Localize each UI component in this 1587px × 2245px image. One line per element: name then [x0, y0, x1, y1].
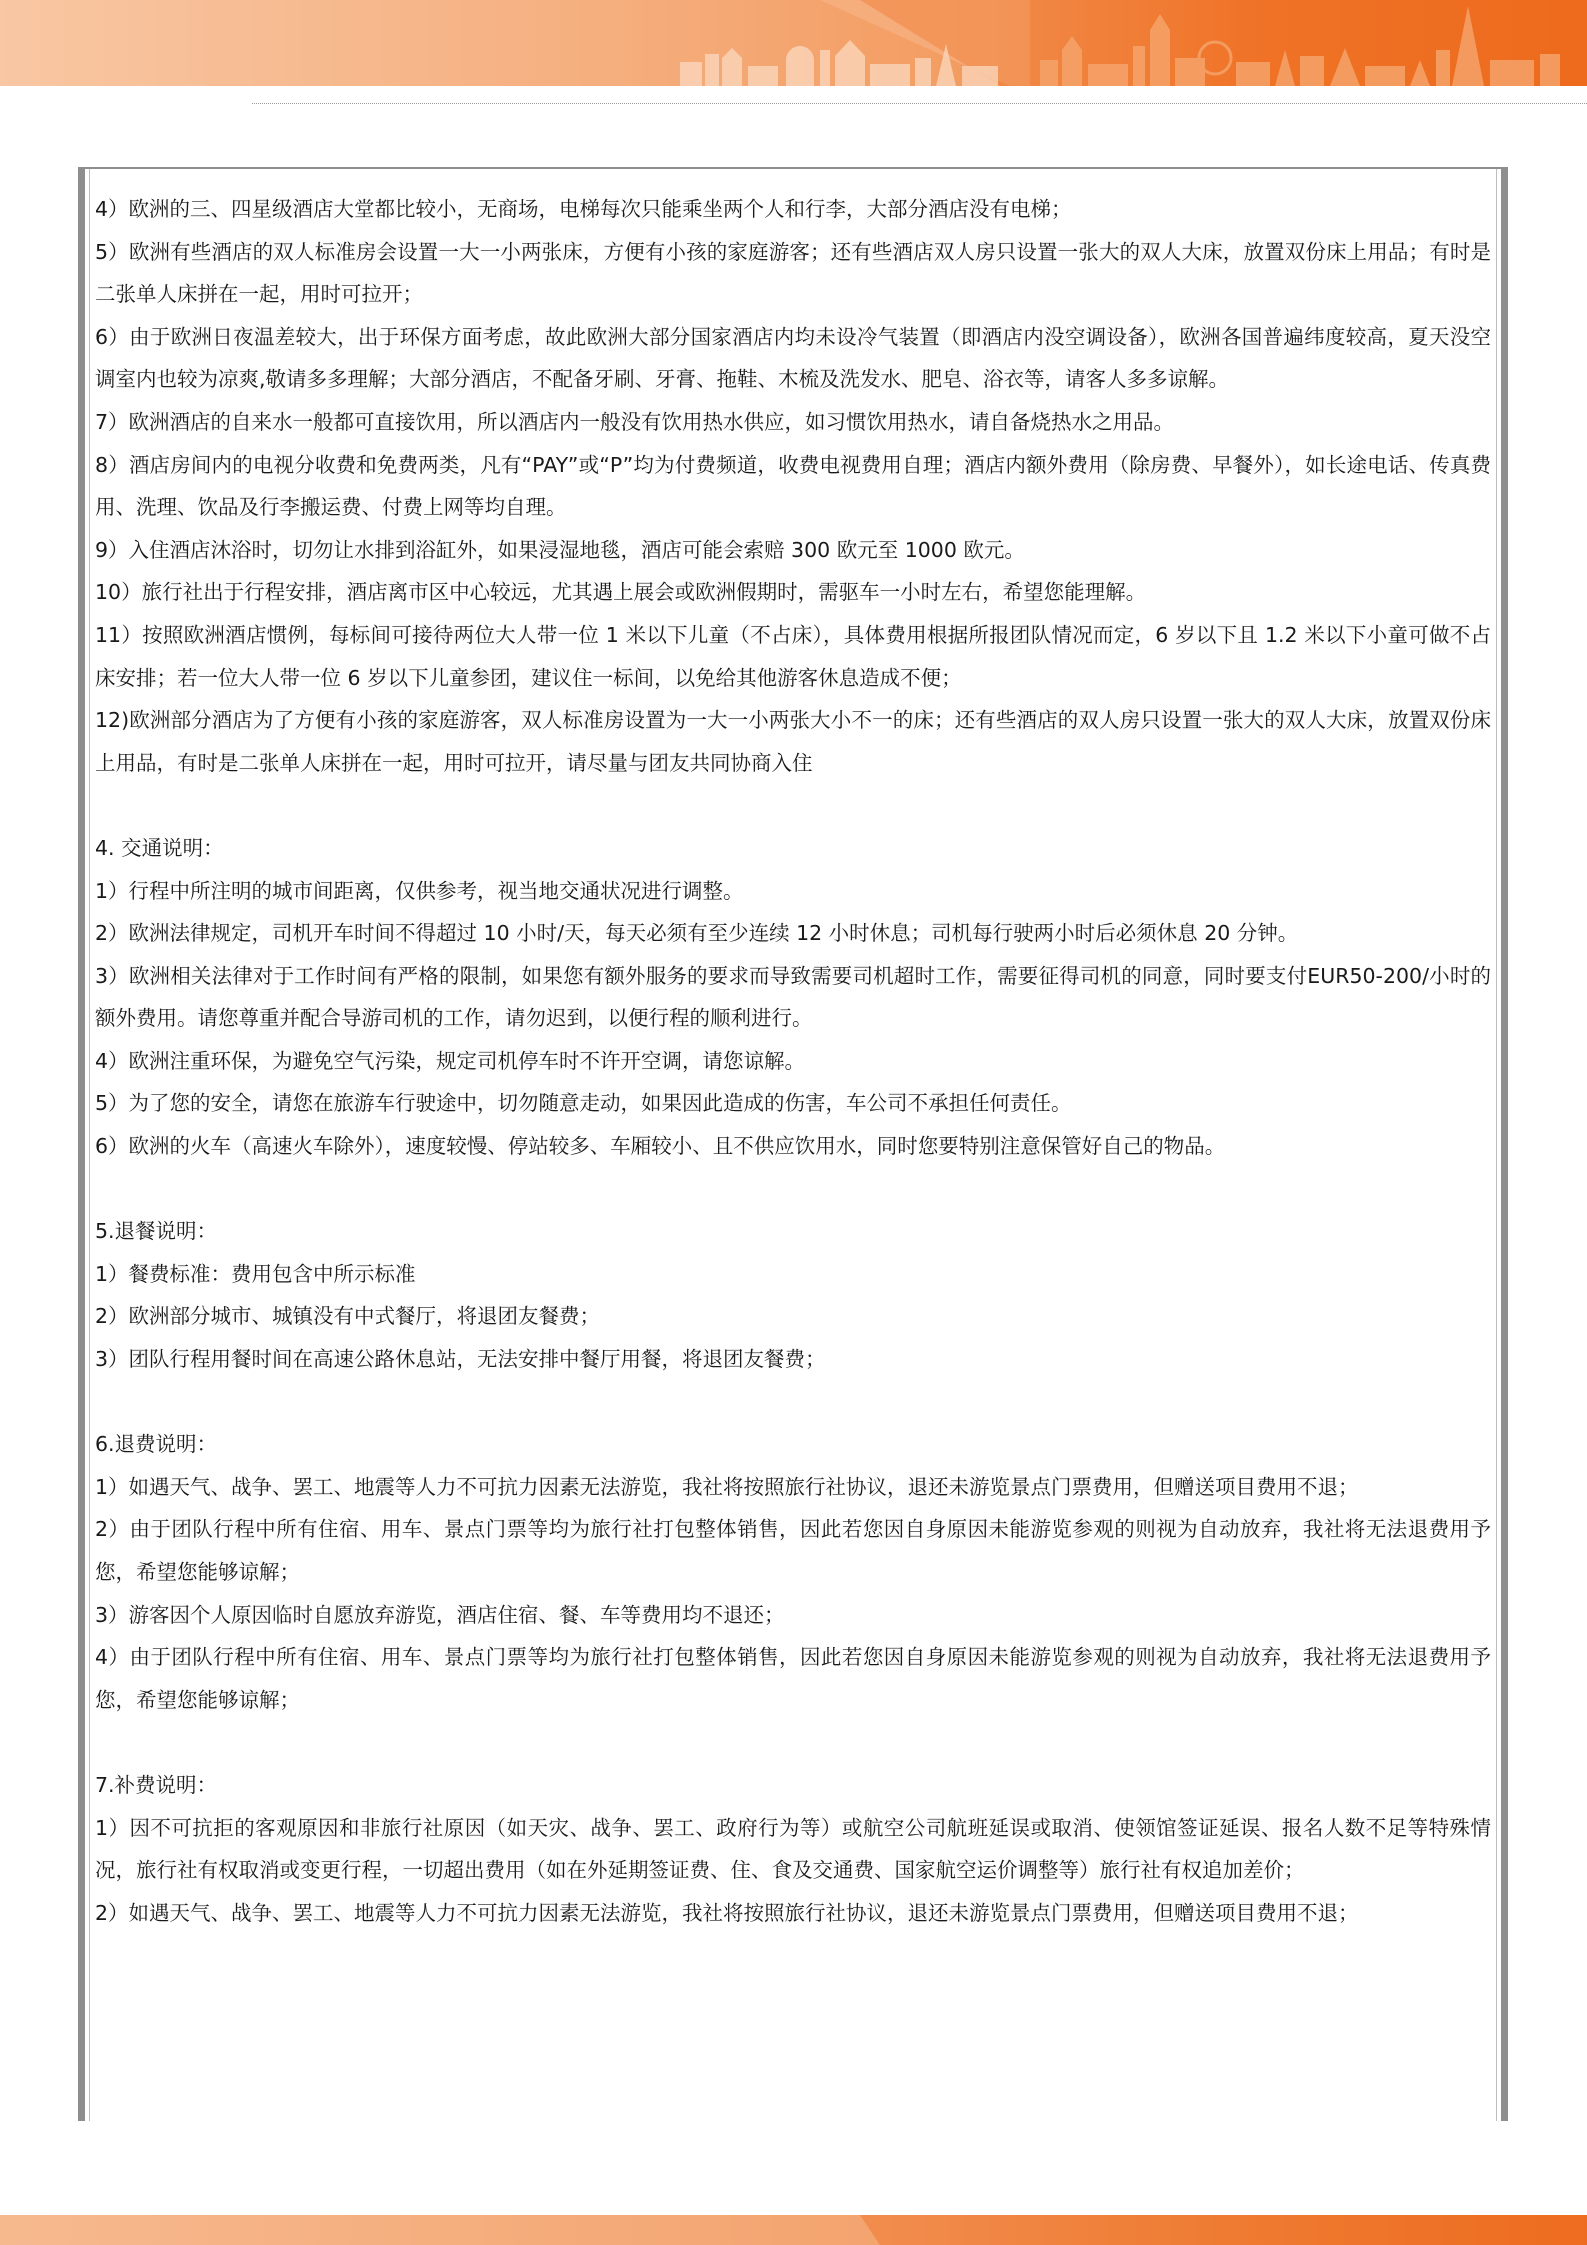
footer-banner — [0, 2215, 1587, 2245]
paragraph: 2）欧洲法律规定，司机开车时间不得超过 10 小时/天，每天必须有至少连续 12 小时休息；司机每行驶两小时后必须休息 20 分钟。 — [95, 921, 1299, 946]
paragraph: 10）旅行社出于行程安排，酒店离市区中心较远，尤其遇上展会或欧洲假期时，需驱车一小时左右，希望您能理解。 — [95, 580, 1147, 605]
city-skyline-decoration — [0, 0, 1587, 86]
paragraph: 8）酒店房间内的电视分收费和免费两类，凡有“PAY”或“P”均为付费频道，收费电视费用自理；酒店内额外费用（除房费、早餐外），如长途电话、传真费用、洗理、饮品及行李搬运费、付费上网等均自理。 — [95, 452, 1491, 520]
paragraph: 6）由于欧洲日夜温差较大，出于环保方面考虑，故此欧洲大部分国家酒店内均未设冷气装置（即酒店内没空调设备），欧洲各国普遍纬度较高，夏天没空调室内也较为凉爽,敬请多多理解；大部分酒店，不配备牙刷、牙膏、拖鞋、木梳及洗发水、肥皂、浴衣等，请客人多多谅解。 — [95, 324, 1491, 392]
paragraph: 1）如遇天气、战争、罢工、地震等人力不可抗力因素无法游览，我社将按照旅行社协议，退还未游览景点门票费用，但赠送项目费用不退； — [95, 1474, 1359, 1499]
blank-line — [95, 1381, 1491, 1424]
footer-stripe-decoration — [0, 2215, 1587, 2245]
paragraph: 5）欧洲有些酒店的双人标准房会设置一大一小两张床，方便有小孩的家庭游客；还有些酒店双人房只设置一张大的双人大床，放置双份床上用品；有时是二张单人床拼在一起，用时可拉开； — [95, 239, 1491, 307]
section-heading-meal-refund: 5.退餐说明： — [95, 1219, 218, 1244]
paragraph: 12)欧洲部分酒店为了方便有小孩的家庭游客，双人标准房设置为一大一小两张大小不一的床；还有些酒店的双人房只设置一张大的双人大床，放置双份床上用品，有时是二张单人床拼在一起，用时可拉开，请尽量与团友共同协商入住 — [95, 708, 1491, 775]
blank-line — [95, 1168, 1491, 1211]
paragraph: 9）入住酒店沐浴时，切勿让水排到浴缸外，如果浸湿地毯，酒店可能会索赔 300 欧元至 1000 欧元。 — [95, 537, 1025, 562]
paragraph: 2）欧洲部分城市、城镇没有中式餐厅，将退团友餐费； — [95, 1304, 601, 1329]
paragraph: 11）按照欧洲酒店惯例，每标间可接待两位大人带一位 1 米以下儿童（不占床），具体费用根据所报团队情况而定，6 岁以下且 1.2 米以下小童可做不占床安排；若一位大人带一位 6 岁以下儿童参团，建议住一标间，以免给其他游客休息造成不便； — [95, 622, 1491, 690]
paragraph: 3）游客因个人原因临时自愿放弃游览，酒店住宿、餐、车等费用均不退还； — [95, 1602, 785, 1627]
paragraph: 7）欧洲酒店的自来水一般都可直接饮用，所以酒店内一般没有饮用热水供应，如习惯饮用热水，请自备烧热水之用品。 — [95, 409, 1175, 434]
paragraph: 4）欧洲注重环保，为避免空气污染，规定司机停车时不许开空调，请您谅解。 — [95, 1048, 806, 1073]
paragraph: 4）由于团队行程中所有住宿、用车、景点门票等均为旅行社打包整体销售，因此若您因自身原因未能游览参观的则视为自动放弃，我社将无法退费用予您，希望您能够谅解； — [95, 1645, 1491, 1712]
section-heading-transport: 4. 交通说明： — [95, 835, 224, 860]
paragraph: 3）团队行程用餐时间在高速公路休息站，无法安排中餐厅用餐，将退团友餐费； — [95, 1347, 826, 1372]
section-heading-fee-refund: 6.退费说明： — [95, 1432, 218, 1457]
paragraph: 2）如遇天气、战争、罢工、地震等人力不可抗力因素无法游览，我社将按照旅行社协议，退还未游览景点门票费用，但赠送项目费用不退； — [95, 1900, 1359, 1925]
paragraph: 1）行程中所注明的城市间距离，仅供参考，视当地交通状况进行调整。 — [95, 878, 744, 903]
document-body — [95, 188, 1491, 1934]
paragraph: 5）为了您的安全，请您在旅游车行驶途中，切勿随意走动，如果因此造成的伤害，车公司不承担任何责任。 — [95, 1091, 1072, 1116]
paragraph: 3）欧洲相关法律对于工作时间有严格的限制，如果您有额外服务的要求而导致需要司机超时工作，需要征得司机的同意，同时要支付EUR50-200/小时的额外费用。请您尊重并配合导游司机的工作，请勿迟到，以便行程的顺利进行。 — [95, 963, 1491, 1031]
header-divider — [252, 103, 1587, 104]
paragraph: 6）欧洲的火车（高速火车除外），速度较慢、停站较多、车厢较小、且不供应饮用水，同时您要特别注意保管好自己的物品。 — [95, 1134, 1226, 1159]
paragraph: 1）餐费标准：费用包含中所示标准 — [95, 1261, 416, 1286]
paragraph: 4）欧洲的三、四星级酒店大堂都比较小，无商场，电梯每次只能乘坐两个人和行李，大部分酒店没有电梯； — [95, 197, 1072, 221]
paragraph: 1）因不可抗拒的客观原因和非旅行社原因（如天灾、战争、罢工、政府行为等）或航空公司航班延误或取消、使领馆签证延误、报名人数不足等特殊情况，旅行社有权取消或变更行程，一切超出费用（如在外延期签证费、住、食及交通费、国家航空运价调整等）旅行社有权追加差价； — [95, 1815, 1491, 1883]
section-heading-supplement-fee: 7.补费说明： — [95, 1772, 218, 1797]
blank-line — [95, 784, 1491, 827]
header-banner — [0, 0, 1587, 86]
blank-line — [95, 1721, 1491, 1764]
paragraph: 2）由于团队行程中所有住宿、用车、景点门票等均为旅行社打包整体销售，因此若您因自身原因未能游览参观的则视为自动放弃，我社将无法退费用予您，希望您能够谅解； — [95, 1517, 1491, 1584]
